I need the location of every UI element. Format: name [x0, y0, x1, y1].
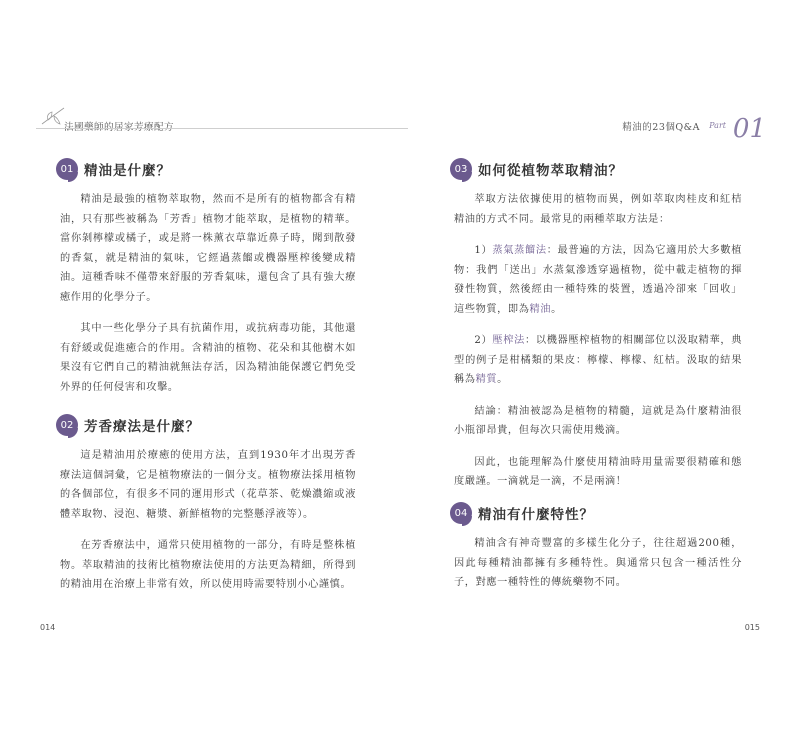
running-head: 精油的23個Q&A: [622, 122, 700, 133]
page-number: 015: [744, 623, 760, 632]
chapter-label: Part: [709, 121, 726, 130]
paragraph: 這是精油用於療癒的使用方法，直到1930年才出現芳香療法這個詞彙，它是植物療法的一個分支。植物療法採用植物的各個部位，有很多不同的運用形式（花草茶、乾燥濃縮或液體萃取物、浸泡、糖漿、新鮮植物的完整懸浮液等）。: [60, 450, 356, 520]
leaf-ornament-icon: [40, 104, 66, 128]
page-number: 014: [40, 623, 56, 632]
question-heading: 精油是什麼？: [84, 163, 171, 179]
question-number-badge: 04: [450, 502, 472, 524]
section-title: [56, 156, 356, 182]
paragraph: 精油含有神奇豐富的多樣生化分子，往往超過200種，因此每種精油都擁有多種特性。與通常只包含一種活性分子，對應一種特性的傳統藥物不同。: [454, 538, 742, 588]
question-number-badge: 01: [56, 158, 78, 180]
section-03: [450, 156, 742, 504]
question-number-badge: 03: [450, 158, 472, 180]
paragraph: 因此，也能理解為什麼使用精油時用量需要很精確和態度嚴謹。一滴就是一滴，不是兩滴！: [454, 456, 742, 487]
method-name: 蒸氣蒸餾法: [492, 245, 547, 256]
section-title: [450, 156, 742, 182]
method-name: 壓榨法: [492, 335, 525, 346]
method-description: ：以機器壓榨植物的相關部位以汲取精華，典型的例子是柑橘類的果皮：檸檬、檸檬、紅桔。汲取的結果稱為: [454, 335, 743, 385]
method-description: ：最普遍的方法，因為它適用於大多數植物：我們「送出」水蒸氣滲透穿過植物，從中載走植物的揮發性物質，然後經由一種特殊的裝置，透過冷卻來「回收」這些物質，即為: [454, 245, 743, 315]
header-rule: [36, 128, 408, 129]
conclusion-paragraph: 結論：精油被認為是植物的精髓，這就是為什麼精油很小瓶卻昂貴，但每次只需使用幾滴。: [454, 405, 742, 436]
paragraph: 在芳香療法中，通常只使用植物的一部分，有時是整株植物。萃取精油的技術比植物療法使用的方法更為精細，所得到的精油用在治療上非常有效，所以使用時需要特別小心謹慎。: [60, 540, 356, 590]
section-01: [56, 156, 356, 409]
question-heading: 如何從植物萃取精油？: [478, 163, 623, 179]
section-title: [56, 412, 356, 438]
punctuation: 。: [497, 374, 508, 385]
section-04: [450, 500, 742, 605]
punctuation: 。: [551, 303, 562, 315]
paragraph: 精油是最強的植物萃取物，然而不是所有的植物都含有精油，只有那些被稱為「芳香」植物才能萃取，是植物的精華。當你剝檸檬或橘子，或是將一株薰衣草靠近鼻子時，聞到散發的香氣，就是精油的氣味，它經過蒸餾或機器壓榨後變成精油。這種香味不僅帶來舒服的芳香氣味，還包含了具有強大療癒作用的化學分子。: [60, 194, 356, 303]
section-title: [450, 500, 742, 526]
method-1-paragraph: [454, 241, 742, 319]
right-page: [400, 0, 800, 744]
section-02: [56, 412, 356, 607]
question-heading: 精油有什麼特性？: [478, 507, 594, 523]
method-2-paragraph: [454, 331, 742, 390]
paragraph: 萃取方法依據使用的植物而異，例如萃取肉桂皮和紅桔精油的方式不同。最常見的兩種萃取方法是：: [454, 194, 742, 225]
method-result: 精質: [475, 374, 498, 385]
method-number: 1）: [474, 245, 493, 256]
method-number: 2）: [474, 335, 493, 346]
chapter-number: 01: [732, 114, 766, 144]
paragraph: 其中一些化學分子具有抗菌作用，或抗病毒功能，其他還有舒緩或促進癒合的作用。含精油的植物、花朵和其他樹木如果沒有它們自己的精油就無法存活，因為精油能保護它們免受外界的任何侵害和攻擊。: [60, 323, 356, 393]
question-number-badge: 02: [56, 414, 78, 436]
running-head: [64, 119, 174, 133]
question-heading: 芳香療法是什麼？: [84, 419, 200, 435]
method-result: 精油: [529, 303, 552, 315]
